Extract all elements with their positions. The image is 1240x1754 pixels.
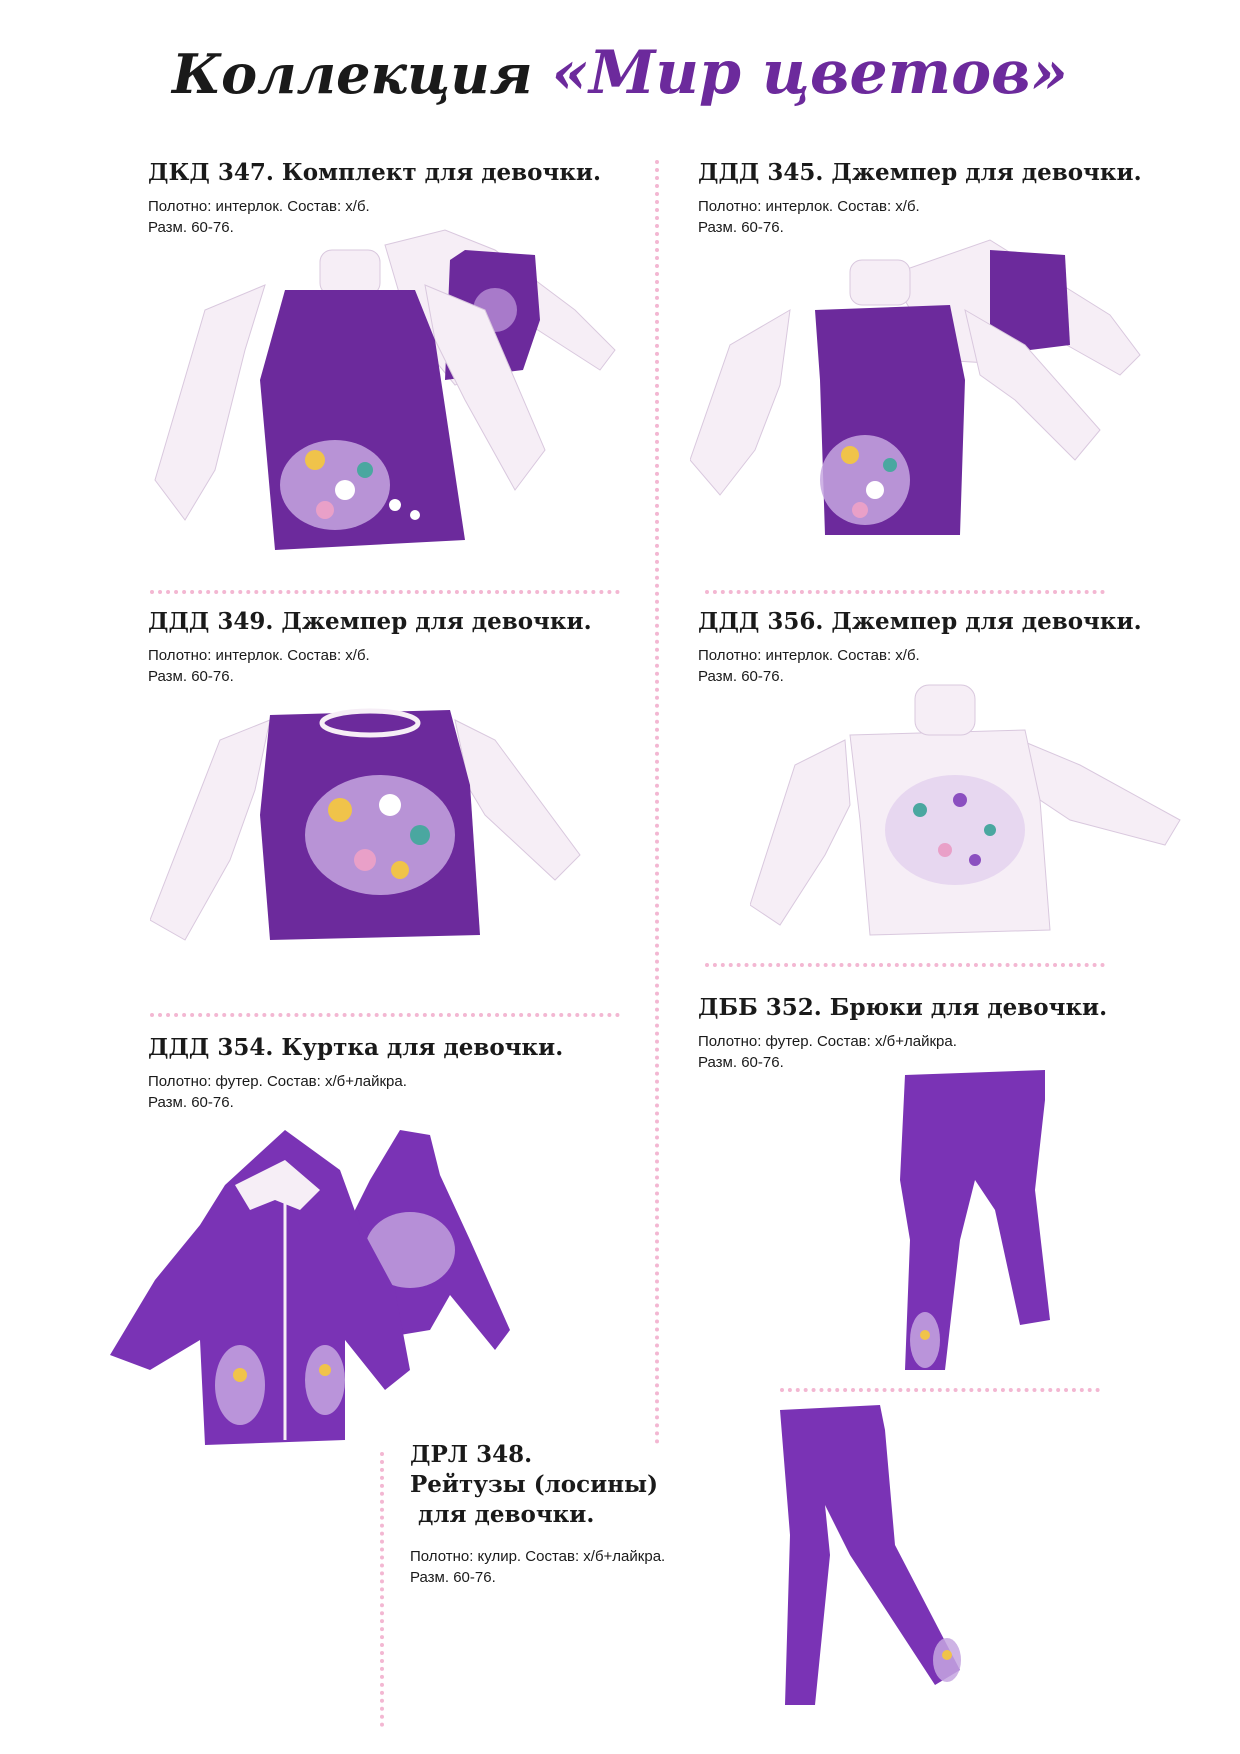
- product-fabric: Полотно: кулир. Состав: х/б+лайкра.: [410, 1548, 666, 1565]
- product-image-dkd-347: [145, 220, 635, 555]
- product-title: ДББ 352. Брюки для девочки.: [698, 994, 1108, 1021]
- product-fabric: Полотно: интерлок. Состав: х/б.: [698, 647, 920, 664]
- product-sizes: Разм. 60-76.: [148, 1094, 234, 1111]
- product-title: ДДД 356. Джемпер для девочки.: [698, 608, 1142, 635]
- product-dbb-352: [698, 993, 1107, 1073]
- product-title-line1: ДРЛ 348.: [410, 1441, 533, 1468]
- product-image-dbb-352: [895, 1070, 1055, 1375]
- divider-right-1: [705, 590, 1105, 594]
- divider-vertical-bottom: [380, 1452, 384, 1727]
- product-fabric: Полотно: футер. Состав: х/б+лайкра.: [148, 1073, 407, 1090]
- product-sizes: Разм. 60-76.: [148, 668, 234, 685]
- product-sizes: Разм. 60-76.: [698, 219, 784, 236]
- divider-left-2: [150, 1013, 620, 1017]
- divider-right-3: [780, 1388, 1100, 1392]
- product-fabric: Полотно: интерлок. Состав: х/б.: [698, 198, 920, 215]
- product-title-line3: для девочки.: [410, 1501, 595, 1528]
- product-ddd-354: [148, 1033, 563, 1113]
- product-title: ДКД 347. Комплект для девочки.: [148, 159, 601, 186]
- product-title: ДДД 349. Джемпер для девочки.: [148, 608, 592, 635]
- product-title-line2: Рейтузы (лосины): [410, 1471, 658, 1498]
- product-sizes: Разм. 60-76.: [148, 219, 234, 236]
- vertical-divider: [655, 160, 659, 1445]
- product-image-drl-348: [775, 1405, 975, 1715]
- product-image-ddd-349: [150, 695, 590, 945]
- product-ddd-356: [698, 607, 1142, 687]
- product-fabric: Полотно: интерлок. Состав: х/б.: [148, 647, 370, 664]
- product-ddd-345: [698, 158, 1142, 238]
- product-sizes: Разм. 60-76.: [698, 1054, 784, 1071]
- page-title: [0, 38, 1240, 108]
- title-collection: Коллекция: [171, 42, 533, 106]
- divider-right-2: [705, 963, 1105, 967]
- product-image-ddd-356: [750, 680, 1190, 940]
- product-drl-348: [410, 1440, 665, 1588]
- divider-left-1: [150, 590, 620, 594]
- product-image-ddd-345: [690, 235, 1160, 545]
- product-title: ДДД 354. Куртка для девочки.: [148, 1034, 564, 1061]
- product-image-ddd-354: [110, 1130, 565, 1450]
- product-sizes: Разм. 60-76.: [698, 668, 784, 685]
- product-ddd-349: [148, 607, 592, 687]
- product-title: ДДД 345. Джемпер для девочки.: [698, 159, 1142, 186]
- product-fabric: Полотно: футер. Состав: х/б+лайкра.: [698, 1033, 957, 1050]
- product-sizes: Разм. 60-76.: [410, 1569, 496, 1586]
- title-collection-name: «Мир цветов»: [551, 38, 1069, 108]
- product-fabric: Полотно: интерлок. Состав: х/б.: [148, 198, 370, 215]
